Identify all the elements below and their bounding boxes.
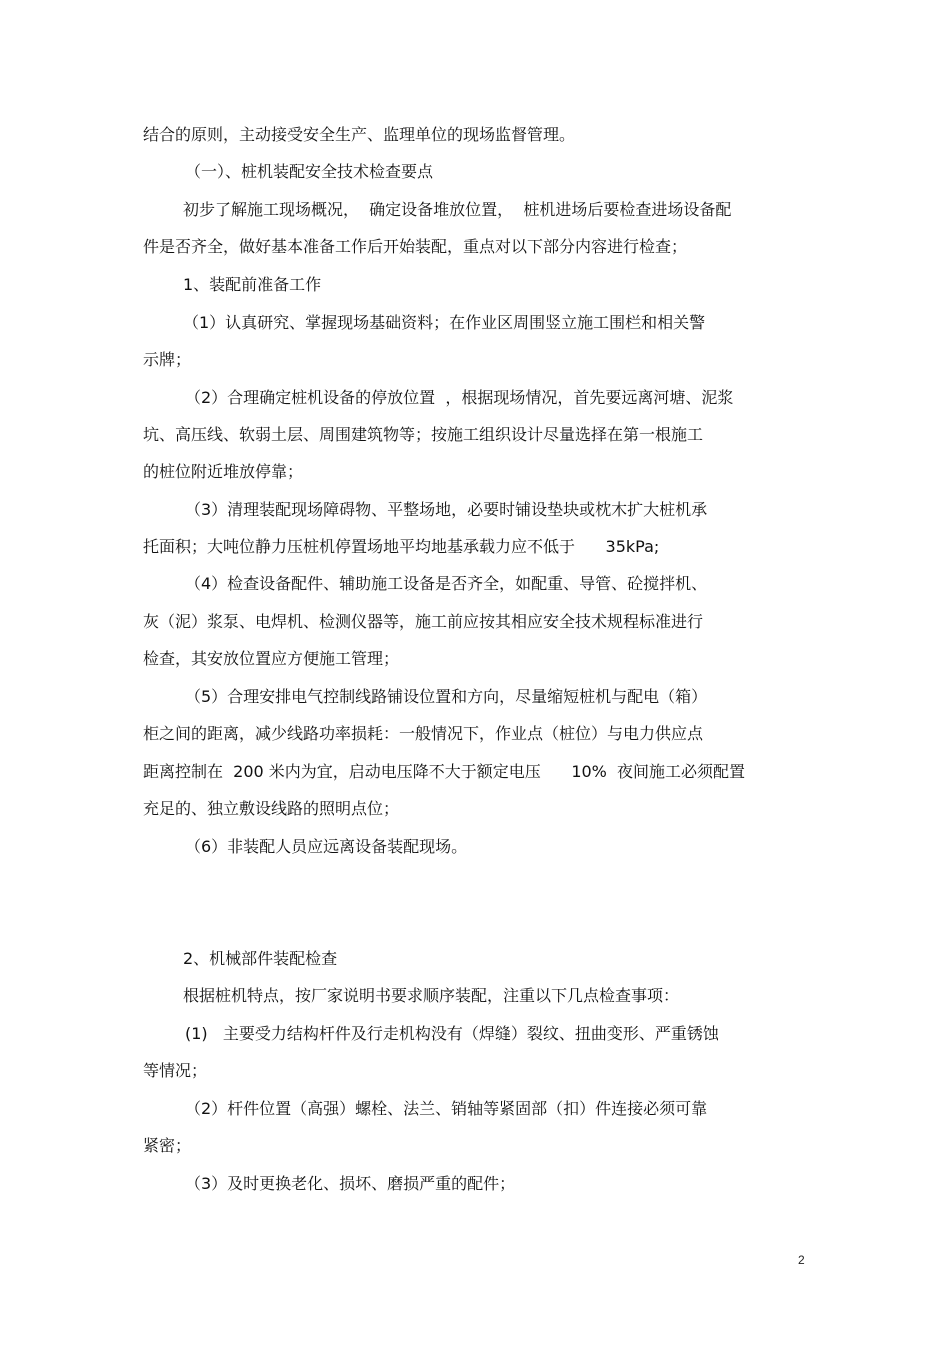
text-line: 结合的原则，主动接受安全生产、监理单位的现场监督管理。 (143, 125, 576, 144)
text-line: 柜之间的距离，减少线路功率损耗：一般情况下，作业点（桩位）与电力供应点 (143, 724, 704, 743)
text-line: (1) 主要受力结构杆件及行走机构没有（焊缝）裂纹、扭曲变形、严重锈蚀 (185, 1024, 719, 1043)
page-number: 2 (798, 1253, 805, 1267)
text-line: 初步了解施工现场概况， 确定设备堆放位置， 桩机进场后要检查进场设备配 (183, 200, 732, 219)
text-line: （1）认真研究、掌握现场基础资料；在作业区周围竖立施工围栏和相关警 (183, 313, 706, 332)
text-line: 距离控制在 200 米内为宜，启动电压降不大于额定电压 10% 夜间施工必须配置 (143, 762, 746, 781)
text-line: （3）清理装配现场障碍物、平整场地，必要时铺设垫块或枕木扩大桩机承 (185, 500, 708, 519)
text-line: 根据桩机特点，按厂家说明书要求顺序装配，注重以下几点检查事项： (183, 986, 680, 1005)
text-line: 示牌； (143, 350, 192, 369)
text-line: （5）合理安排电气控制线路铺设位置和方向，尽量缩短桩机与配电（箱） (185, 687, 708, 706)
text-line: 坑、高压线、软弱土层、周围建筑物等；按施工组织设计尽量选择在第一根施工 (143, 425, 704, 444)
text-line: （4）检查设备配件、辅助施工设备是否齐全，如配重、导管、砼搅拌机、 (185, 574, 708, 593)
text-line: 托面积；大吨位静力压桩机停置场地平均地基承载力应不低于 35kPa; (143, 537, 660, 556)
text-line: 等情况； (143, 1061, 208, 1080)
text-line: 灰（泥）浆泵、电焊机、检测仪器等，施工前应按其相应安全技术规程标准进行 (143, 612, 704, 631)
text-line: 检查，其安放位置应方便施工管理； (143, 649, 400, 668)
text-line: （2）合理确定桩机设备的停放位置 ，根据现场情况，首先要远离河塘、泥浆 (185, 388, 734, 407)
text-line: （3）及时更换老化、损坏、磨损严重的配件； (185, 1174, 516, 1193)
text-line: （2）杆件位置（高强）螺栓、法兰、销轴等紧固部（扣）件连接必须可靠 (185, 1099, 708, 1118)
text-line: 件是否齐全，做好基本准备工作后开始装配，重点对以下部分内容进行检查； (143, 237, 688, 256)
subsection-heading: 1、装配前准备工作 (183, 275, 322, 294)
subsection-heading: 2、机械部件装配检查 (183, 949, 338, 968)
text-line: 的桩位附近堆放停靠； (143, 462, 304, 481)
text-line: 充足的、独立敷设线路的照明点位； (143, 799, 400, 818)
text-line: （6）非装配人员应远离设备装配现场。 (185, 837, 468, 856)
text-line: 紧密； (143, 1136, 192, 1155)
section-heading: （一）、桩机装配安全技术检查要点 (185, 162, 434, 181)
